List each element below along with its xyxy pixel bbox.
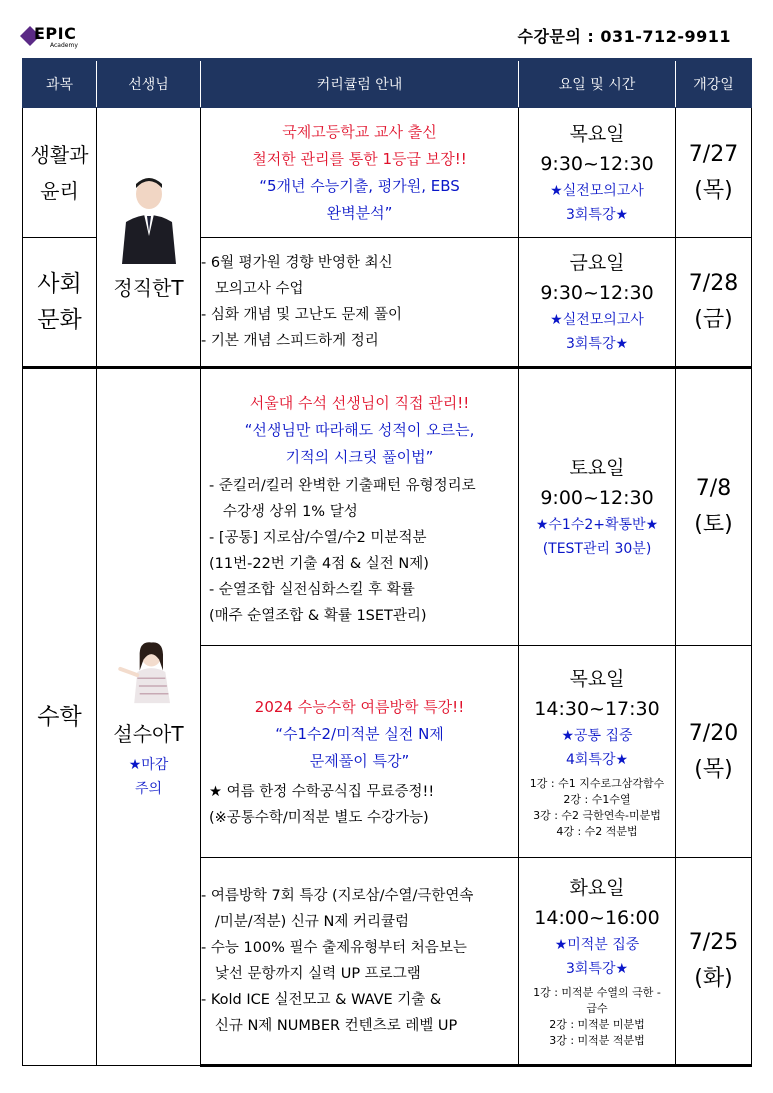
teacher-name: 설수아T bbox=[113, 721, 184, 746]
time-cell: 토요일 9:00~12:30 ★수1수2+확통반★ (TEST관리 30분) bbox=[519, 368, 676, 646]
col-curriculum: 커리큘럼 안내 bbox=[201, 60, 519, 108]
logo-text: EPIC bbox=[34, 24, 77, 43]
schedule-table bbox=[22, 58, 752, 1067]
teacher-portrait-icon bbox=[114, 174, 184, 264]
time-cell: 금요일 9:30~12:30 ★실전모의고사 3회특강★ bbox=[519, 238, 676, 368]
deadline-note: ★마감 주의 bbox=[128, 756, 169, 797]
teacher-cell bbox=[97, 108, 201, 368]
header-row bbox=[23, 60, 752, 108]
col-teacher: 선생님 bbox=[97, 60, 201, 108]
time-cell: 화요일 14:00~16:00 ★미적분 집중 3회특강★ 1강 : 미적분 수열의 극한 - 급수 2강 : 미적분 미분법 3강 : 미적분 적분법 bbox=[519, 858, 676, 1066]
subject-math: 수학 bbox=[23, 368, 97, 1066]
curriculum-block1: 서울대 수석 선생님이 직접 관리!! “선생님만 따라해도 성적이 오르는, 기적의 시크릿 풀이법” - 준킬러/킬러 완벽한 기출패턴 유형정리로 수강생 상위 1% 달성 - [공통] 지로삼/수열/수2 미분적분 (11번-22번 기출 4점 & 실전 N제) - 순열조합 실전심화스킬 후 확률 (매주 순열조합 & 확률 1SET관리) bbox=[201, 368, 519, 646]
curriculum-top: 국제고등학교 교사 출신 철저한 관리를 통한 1등급 보장!! “5개년 수능기출, 평가원, EBS 완벽분석” bbox=[201, 108, 519, 238]
col-subject: 과목 bbox=[23, 60, 97, 108]
start-date: 7/20 (목) bbox=[676, 646, 752, 858]
epic-logo bbox=[20, 24, 120, 50]
time-cell: 목요일 9:30~12:30 ★실전모의고사 3회특강★ bbox=[519, 108, 676, 238]
col-date: 개강일 bbox=[676, 60, 752, 108]
start-date: 7/27 (목) bbox=[676, 108, 752, 238]
table-row bbox=[23, 108, 752, 238]
curriculum-block2-top: 2024 수능수학 여름방학 특강!! “수1수2/미적분 실전 N제 문제풀이 특강” ★ 여름 한정 수학공식집 무료증정!! (※공통수학/미적분 별도 수강가능) bbox=[201, 646, 519, 858]
curriculum-block2-list: - 여름방학 7회 특강 (지로삼/수열/극한연속 /미분/적분) 신규 N제 커리큘럼 - 수능 100% 필수 출제유형부터 처음보는 낯선 문항까지 실력 UP 프로그램 - Kold ICE 실전모고 & WAVE 기출 & 신규 N제 NUMBER 컨텐츠로 레벨 UP bbox=[201, 858, 519, 1066]
logo-sub: Academy bbox=[50, 42, 78, 49]
contact-phone: 수강문의 : 031-712-9911 bbox=[517, 27, 731, 46]
start-date: 7/8 (토) bbox=[676, 368, 752, 646]
subject-society: 사회 문화 bbox=[23, 238, 97, 368]
teacher-name: 정직한T bbox=[113, 275, 184, 300]
teacher-portrait-icon bbox=[114, 634, 184, 710]
start-date: 7/28 (금) bbox=[676, 238, 752, 368]
start-date: 7/25 (화) bbox=[676, 858, 752, 1066]
table-row bbox=[23, 368, 752, 646]
teacher-cell bbox=[97, 368, 201, 1066]
subject-ethics: 생활과 윤리 bbox=[23, 108, 97, 238]
curriculum-list: - 6월 평가원 경향 반영한 최신 모의고사 수업 - 심화 개념 및 고난도 문제 풀이 - 기본 개념 스피드하게 정리 bbox=[201, 238, 519, 368]
time-cell: 목요일 14:30~17:30 ★공통 집중 4회특강★ 1강 : 수1 지수로그삼각함수 2강 : 수1수열 3강 : 수2 극한연속-미분법 4강 : 수2 적분법 bbox=[519, 646, 676, 858]
col-time: 요일 및 시간 bbox=[519, 60, 676, 108]
